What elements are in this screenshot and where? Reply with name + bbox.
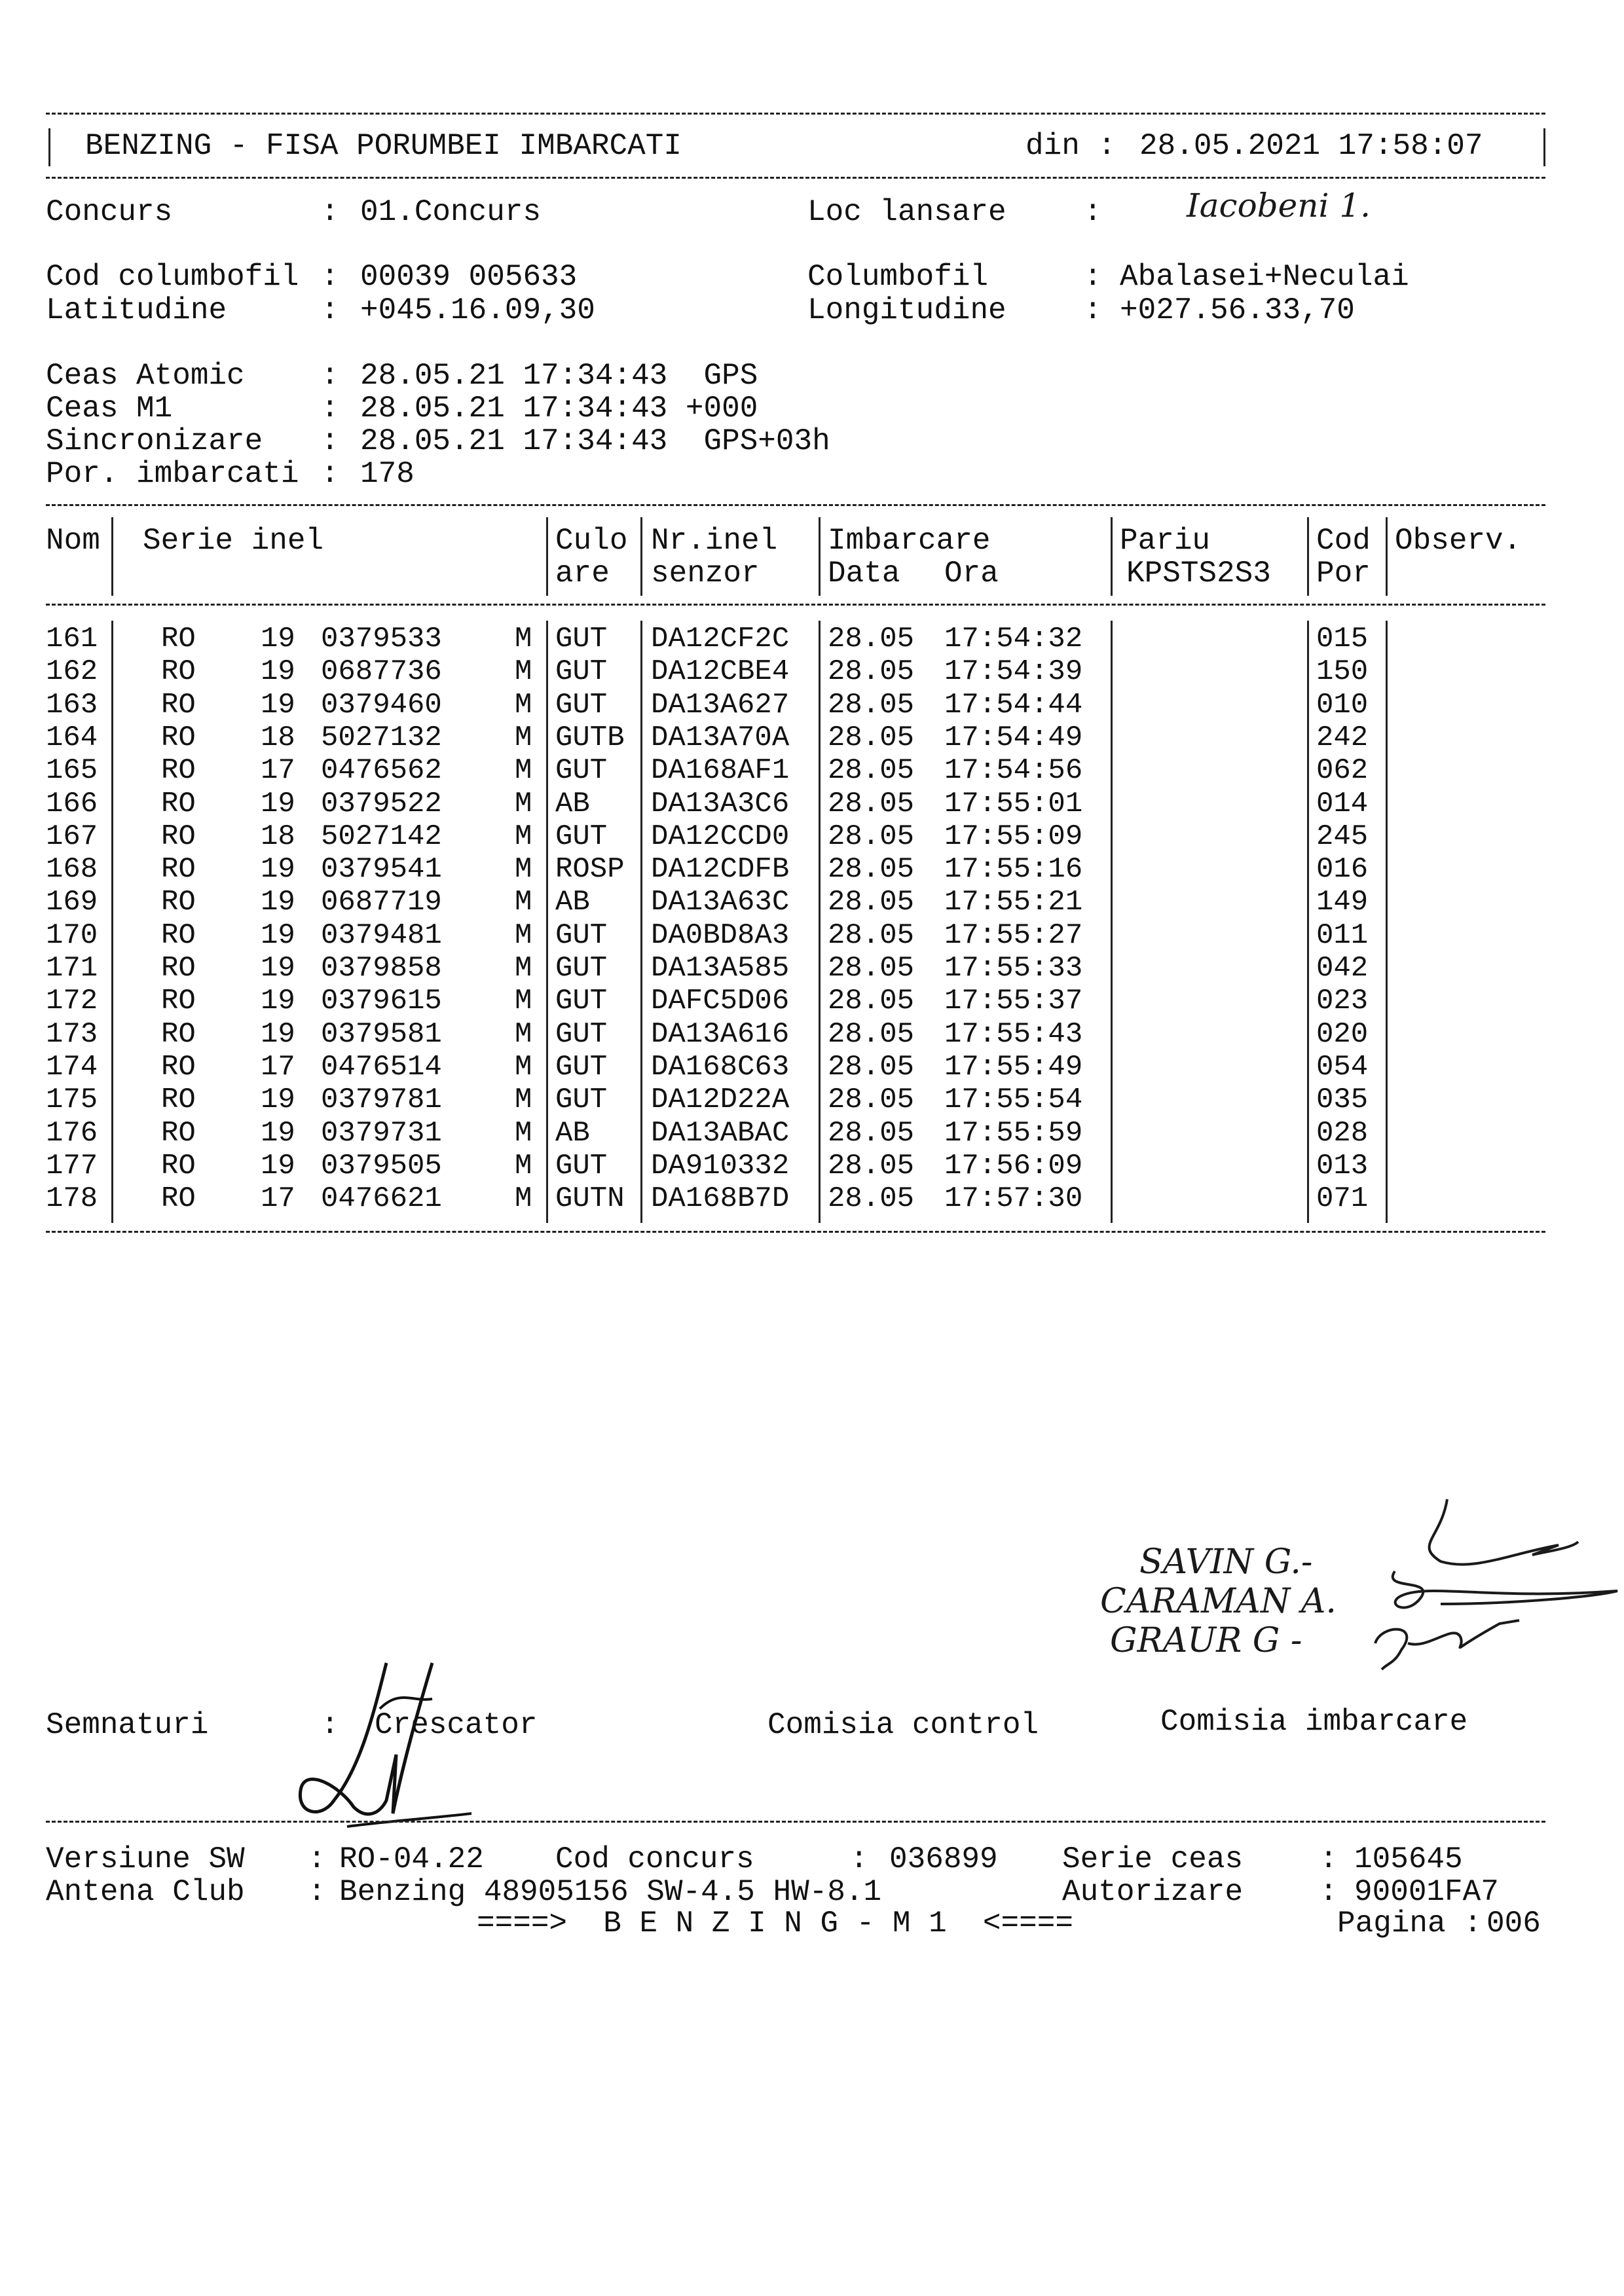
cell-sex: M <box>515 787 532 820</box>
serie-ceas-value: 105645 <box>1354 1842 1463 1876</box>
cell-sex: M <box>515 1050 532 1084</box>
cell-nom: 168 <box>46 853 98 886</box>
cell-culoare: GUT <box>555 754 608 788</box>
cell-ora: 17:55:49 <box>944 1050 1083 1084</box>
cell-ora: 17:55:01 <box>944 787 1083 820</box>
cell-culoare: GUTB <box>555 721 625 754</box>
cell-nr: 0379505 <box>321 1149 442 1182</box>
cell-tara: RO <box>161 623 196 655</box>
handwritten-name: SAVIN G.- <box>1139 1542 1313 1582</box>
crescator-label: Crescator <box>375 1708 538 1742</box>
cell-data: 28.05 <box>828 1116 915 1150</box>
table-row <box>0 623 1624 655</box>
col-header-nrinel: Nr.inel <box>651 524 778 558</box>
versiune-value: RO-04.22 <box>339 1842 484 1876</box>
comisia-control-label: Comisia control <box>767 1708 1039 1742</box>
cell-an: 19 <box>261 1116 295 1150</box>
cell-tara: RO <box>161 820 196 853</box>
cell-nr: 0379858 <box>321 952 442 985</box>
antena-label: Antena Club <box>46 1875 245 1909</box>
cell-an: 19 <box>261 655 295 689</box>
columbofil-label: Columbofil <box>807 260 989 294</box>
footer-top-rule <box>46 1821 1545 1823</box>
cell-senzor: DA168AF1 <box>651 754 790 788</box>
col-separator <box>546 517 548 596</box>
cell-culoare: GUT <box>555 820 608 853</box>
table-row <box>0 788 1624 820</box>
cell-data: 28.05 <box>828 754 915 788</box>
concurs-label: Concurs <box>46 195 173 229</box>
sincronizare-value: 28.05.21 17:34:43 GPS+03h <box>360 424 830 458</box>
cell-data: 28.05 <box>828 655 915 689</box>
cell-cod: 054 <box>1316 1050 1369 1084</box>
cell-cod: 150 <box>1316 655 1369 689</box>
cell-culoare: GUT <box>555 985 608 1018</box>
cell-sex: M <box>515 1116 532 1150</box>
colon: : <box>1084 260 1102 294</box>
cell-an: 19 <box>261 853 295 886</box>
cell-nr: 0379460 <box>321 688 442 721</box>
loc-lansare-label: Loc lansare <box>807 195 1006 229</box>
colon: : <box>321 457 339 491</box>
cell-nr: 0379522 <box>321 787 442 820</box>
cell-nom: 162 <box>46 655 98 689</box>
cell-sex: M <box>515 1182 532 1216</box>
table-row <box>0 689 1624 721</box>
cell-tara: RO <box>161 754 196 788</box>
cell-an: 19 <box>261 787 295 820</box>
col-header-data: Data <box>828 556 900 591</box>
cell-ora: 17:54:49 <box>944 721 1083 754</box>
cell-senzor: DA910332 <box>651 1149 790 1182</box>
cell-data: 28.05 <box>828 1017 915 1051</box>
cell-data: 28.05 <box>828 886 915 919</box>
autorizare-label: Autorizare <box>1062 1875 1244 1909</box>
col-separator <box>640 517 642 596</box>
cell-nom: 173 <box>46 1017 98 1051</box>
cell-sex: M <box>515 721 532 754</box>
ceas-atomic-label: Ceas Atomic <box>46 359 245 393</box>
cell-culoare: GUT <box>555 1084 608 1117</box>
cell-nr: 0687719 <box>321 886 442 919</box>
cell-ora: 17:55:33 <box>944 952 1083 985</box>
cell-tara: RO <box>161 1050 196 1084</box>
por-imbarcati-label: Por. imbarcati <box>46 457 299 491</box>
cell-sex: M <box>515 655 532 689</box>
cell-data: 28.05 <box>828 1182 915 1216</box>
cell-tara: RO <box>161 853 196 886</box>
cell-ora: 17:56:09 <box>944 1149 1083 1182</box>
cell-tara: RO <box>161 1182 196 1216</box>
col-header-cod-2: Por <box>1316 556 1371 591</box>
cell-data: 28.05 <box>828 721 915 754</box>
cell-sex: M <box>515 919 532 952</box>
col-header-serie: Serie inel <box>143 524 324 558</box>
col-separator <box>1386 517 1388 596</box>
col-header-observ: Observ. <box>1395 524 1522 558</box>
cell-tara: RO <box>161 886 196 919</box>
cell-data: 28.05 <box>828 1050 915 1084</box>
col-header-nrinel-2: senzor <box>651 556 760 591</box>
colon: : <box>321 424 339 458</box>
antena-value: Benzing 48905156 SW-4.5 HW-8.1 <box>339 1875 882 1909</box>
col-header-pariu-2: KPSTS2S3 <box>1126 556 1271 591</box>
cell-ora: 17:54:44 <box>944 688 1083 721</box>
cell-nom: 164 <box>46 721 98 754</box>
cell-ora: 17:54:56 <box>944 754 1083 788</box>
cell-senzor: DA168C63 <box>651 1050 790 1084</box>
table-row <box>0 985 1624 1017</box>
cell-an: 17 <box>261 1182 295 1216</box>
cell-tara: RO <box>161 1084 196 1117</box>
cod-columbofil-label: Cod columbofil <box>46 260 299 294</box>
cell-senzor: DA13A70A <box>651 721 790 754</box>
cell-cod: 035 <box>1316 1084 1369 1117</box>
cell-an: 19 <box>261 1017 295 1051</box>
cell-data: 28.05 <box>828 820 915 853</box>
cell-an: 17 <box>261 754 295 788</box>
col-header-nom: Nom <box>46 524 100 558</box>
cell-sex: M <box>515 985 532 1018</box>
cell-an: 19 <box>261 1149 295 1182</box>
colon: : <box>850 1842 868 1876</box>
header-right-border <box>1543 128 1545 166</box>
cell-tara: RO <box>161 688 196 721</box>
cell-nom: 172 <box>46 985 98 1018</box>
table-top-rule <box>46 504 1545 506</box>
cell-nr: 5027142 <box>321 820 442 853</box>
crescator-signature <box>282 1650 491 1833</box>
cell-culoare: GUT <box>555 623 608 655</box>
cell-nom: 166 <box>46 787 98 820</box>
cell-nr: 0379533 <box>321 623 442 655</box>
latitudine-value: +045.16.09,30 <box>360 293 595 327</box>
latitudine-label: Latitudine <box>46 293 227 327</box>
cell-culoare: GUT <box>555 688 608 721</box>
semnaturi-label: Semnaturi <box>46 1708 209 1742</box>
cell-ora: 17:55:54 <box>944 1084 1083 1117</box>
col-header-imbarcare: Imbarcare <box>828 524 991 558</box>
table-row <box>0 919 1624 952</box>
cell-cod: 016 <box>1316 853 1369 886</box>
cell-sex: M <box>515 853 532 886</box>
cell-cod: 020 <box>1316 1017 1369 1051</box>
col-header-cod: Cod <box>1316 524 1371 558</box>
pagina-label: Pagina : <box>1337 1906 1482 1941</box>
table-row <box>0 655 1624 688</box>
cell-data: 28.05 <box>828 787 915 820</box>
colon: : <box>1084 195 1102 229</box>
table-row <box>0 754 1624 787</box>
cell-nr: 0476621 <box>321 1182 442 1216</box>
longitudine-label: Longitudine <box>807 293 1006 327</box>
header-left-border <box>48 128 50 166</box>
handwritten-name: CARAMAN A. <box>1100 1582 1337 1621</box>
cell-cod: 014 <box>1316 787 1369 820</box>
table-row <box>0 1117 1624 1150</box>
cell-nom: 163 <box>46 688 98 721</box>
cell-culoare: GUT <box>555 655 608 689</box>
cell-senzor: DAFC5D06 <box>651 985 790 1018</box>
por-imbarcati-value: 178 <box>360 457 415 491</box>
cell-nom: 169 <box>46 886 98 919</box>
cell-nr: 0379581 <box>321 1017 442 1051</box>
longitudine-value: +027.56.33,70 <box>1120 293 1355 327</box>
table-header-rule <box>46 604 1545 606</box>
sincronizare-label: Sincronizare <box>46 424 263 458</box>
table-row <box>0 1084 1624 1116</box>
cell-data: 28.05 <box>828 1084 915 1117</box>
cell-data: 28.05 <box>828 952 915 985</box>
ceas-atomic-value: 28.05.21 17:34:43 GPS <box>360 359 758 393</box>
cell-sex: M <box>515 820 532 853</box>
cell-culoare: GUT <box>555 1017 608 1051</box>
cell-ora: 17:55:27 <box>944 919 1083 952</box>
cell-tara: RO <box>161 1017 196 1051</box>
benzing-banner: ====> B E N Z I N G - M 1 <==== <box>477 1906 1073 1941</box>
cell-ora: 17:55:37 <box>944 985 1083 1018</box>
cell-sex: M <box>515 1084 532 1117</box>
cell-nom: 175 <box>46 1084 98 1117</box>
cell-an: 19 <box>261 688 295 721</box>
table-row <box>0 952 1624 985</box>
cell-senzor: DA0BD8A3 <box>651 919 790 952</box>
cell-cod: 011 <box>1316 919 1369 952</box>
loc-lansare-handwritten: Iacobeni 1. <box>1187 187 1371 225</box>
colon: : <box>308 1842 326 1876</box>
cell-cod: 013 <box>1316 1149 1369 1182</box>
cell-tara: RO <box>161 1149 196 1182</box>
col-header-pariu: Pariu <box>1120 524 1211 558</box>
header-top-rule <box>46 113 1545 115</box>
cell-data: 28.05 <box>828 853 915 886</box>
col-header-ora: Ora <box>944 556 999 591</box>
cell-senzor: DA13A63C <box>651 886 790 919</box>
cell-ora: 17:54:32 <box>944 623 1083 655</box>
date-value: 28.05.2021 17:58:07 <box>1139 129 1483 163</box>
colon: : <box>1084 293 1102 327</box>
cell-senzor: DA12CBE4 <box>651 655 790 689</box>
cell-an: 19 <box>261 919 295 952</box>
col-separator <box>1111 517 1113 596</box>
cell-culoare: ROSP <box>555 853 625 886</box>
columbofil-value: Abalasei+Neculai <box>1120 260 1409 294</box>
cell-data: 28.05 <box>828 919 915 952</box>
commission-signatures <box>1342 1493 1624 1696</box>
cell-cod: 010 <box>1316 688 1369 721</box>
cell-data: 28.05 <box>828 623 915 655</box>
cell-an: 18 <box>261 820 295 853</box>
concurs-value: 01.Concurs <box>360 195 542 229</box>
cell-culoare: AB <box>555 1116 590 1150</box>
cell-nr: 0379541 <box>321 853 442 886</box>
cell-culoare: GUT <box>555 1149 608 1182</box>
cell-nom: 167 <box>46 820 98 853</box>
cell-cod: 245 <box>1316 820 1369 853</box>
colon: : <box>1320 1875 1338 1909</box>
colon: : <box>1320 1842 1338 1876</box>
cell-nr: 0379481 <box>321 919 442 952</box>
cell-cod: 028 <box>1316 1116 1369 1150</box>
cell-sex: M <box>515 623 532 655</box>
handwritten-name: GRAUR G - <box>1110 1621 1302 1660</box>
cell-senzor: DA13A585 <box>651 952 790 985</box>
cell-tara: RO <box>161 952 196 985</box>
cell-cod: 015 <box>1316 623 1369 655</box>
cell-cod: 023 <box>1316 985 1369 1018</box>
cell-an: 19 <box>261 952 295 985</box>
cell-ora: 17:55:43 <box>944 1017 1083 1051</box>
cell-sex: M <box>515 688 532 721</box>
cell-senzor: DA12CF2C <box>651 623 790 655</box>
cell-nr: 5027132 <box>321 721 442 754</box>
cell-ora: 17:55:59 <box>944 1116 1083 1150</box>
cell-sex: M <box>515 886 532 919</box>
cell-nom: 176 <box>46 1116 98 1150</box>
cell-culoare: AB <box>555 886 590 919</box>
cell-tara: RO <box>161 919 196 952</box>
col-separator <box>819 517 821 596</box>
cell-nr: 0687736 <box>321 655 442 689</box>
cell-nr: 0476562 <box>321 754 442 788</box>
table-row <box>0 886 1624 919</box>
versiune-label: Versiune SW <box>46 1842 245 1876</box>
colon: : <box>321 392 339 426</box>
cell-sex: M <box>515 952 532 985</box>
cell-an: 17 <box>261 1050 295 1084</box>
cell-nom: 177 <box>46 1149 98 1182</box>
cod-concurs-value: 036899 <box>889 1842 998 1876</box>
cell-nom: 170 <box>46 919 98 952</box>
pagina-value: 006 <box>1486 1906 1541 1941</box>
col-header-culo-2: are <box>555 556 610 591</box>
serie-ceas-label: Serie ceas <box>1062 1842 1244 1876</box>
table-row <box>0 820 1624 853</box>
col-header-culo: Culo <box>555 524 628 558</box>
cell-culoare: GUTN <box>555 1182 625 1216</box>
cell-ora: 17:55:09 <box>944 820 1083 853</box>
cod-concurs-label: Cod concurs <box>555 1842 754 1876</box>
table-row <box>0 1182 1624 1215</box>
cell-nr: 0379731 <box>321 1116 442 1150</box>
document-title: BENZING - FISA PORUMBEI IMBARCATI <box>85 129 682 163</box>
comisia-imbarcare-label: Comisia imbarcare <box>1160 1705 1468 1739</box>
header-bottom-rule <box>46 177 1545 179</box>
cell-sex: M <box>515 1017 532 1051</box>
colon: : <box>321 260 339 294</box>
ceas-m1-value: 28.05.21 17:34:43 +000 <box>360 392 758 426</box>
date-label: din : <box>1025 129 1116 163</box>
cell-ora: 17:57:30 <box>944 1182 1083 1216</box>
cell-nom: 161 <box>46 623 98 655</box>
cell-cod: 042 <box>1316 952 1369 985</box>
cell-culoare: GUT <box>555 919 608 952</box>
cell-an: 19 <box>261 886 295 919</box>
cell-ora: 17:55:16 <box>944 853 1083 886</box>
table-row <box>0 1150 1624 1182</box>
cell-culoare: GUT <box>555 952 608 985</box>
cell-culoare: GUT <box>555 1050 608 1084</box>
colon: : <box>308 1875 326 1909</box>
cell-cod: 242 <box>1316 721 1369 754</box>
cell-nr: 0476514 <box>321 1050 442 1084</box>
cell-senzor: DA13A627 <box>651 688 790 721</box>
colon: : <box>321 359 339 393</box>
cell-senzor: DA13ABAC <box>651 1116 790 1150</box>
table-bottom-rule <box>46 1231 1545 1233</box>
cell-data: 28.05 <box>828 1149 915 1182</box>
cell-ora: 17:54:39 <box>944 655 1083 689</box>
col-separator <box>111 517 113 596</box>
col-separator <box>1307 517 1309 596</box>
cell-culoare: AB <box>555 787 590 820</box>
cell-an: 19 <box>261 623 295 655</box>
cell-an: 19 <box>261 985 295 1018</box>
cell-senzor: DA12D22A <box>651 1084 790 1117</box>
cell-senzor: DA13A616 <box>651 1017 790 1051</box>
cell-nr: 0379615 <box>321 985 442 1018</box>
table-row <box>0 1018 1624 1051</box>
cell-tara: RO <box>161 721 196 754</box>
cell-nom: 178 <box>46 1182 98 1216</box>
cell-nom: 171 <box>46 952 98 985</box>
cell-nom: 174 <box>46 1050 98 1084</box>
cell-senzor: DA12CDFB <box>651 853 790 886</box>
ceas-m1-label: Ceas M1 <box>46 392 173 426</box>
cell-nom: 165 <box>46 754 98 788</box>
cell-cod: 149 <box>1316 886 1369 919</box>
table-row <box>0 1051 1624 1084</box>
colon: : <box>321 195 339 229</box>
table-row <box>0 721 1624 754</box>
table-row <box>0 853 1624 886</box>
cell-senzor: DA13A3C6 <box>651 787 790 820</box>
cell-tara: RO <box>161 787 196 820</box>
cell-cod: 071 <box>1316 1182 1369 1216</box>
cell-data: 28.05 <box>828 985 915 1018</box>
cell-senzor: DA12CCD0 <box>651 820 790 853</box>
cell-cod: 062 <box>1316 754 1369 788</box>
cell-sex: M <box>515 1149 532 1182</box>
cell-an: 19 <box>261 1084 295 1117</box>
cell-nr: 0379781 <box>321 1084 442 1117</box>
colon: : <box>321 1708 339 1742</box>
cod-columbofil-value: 00039 005633 <box>360 260 578 294</box>
cell-tara: RO <box>161 655 196 689</box>
cell-tara: RO <box>161 985 196 1018</box>
colon: : <box>321 293 339 327</box>
cell-senzor: DA168B7D <box>651 1182 790 1216</box>
cell-an: 18 <box>261 721 295 754</box>
cell-tara: RO <box>161 1116 196 1150</box>
cell-ora: 17:55:21 <box>944 886 1083 919</box>
cell-sex: M <box>515 754 532 788</box>
cell-data: 28.05 <box>828 688 915 721</box>
autorizare-value: 90001FA7 <box>1354 1875 1499 1909</box>
